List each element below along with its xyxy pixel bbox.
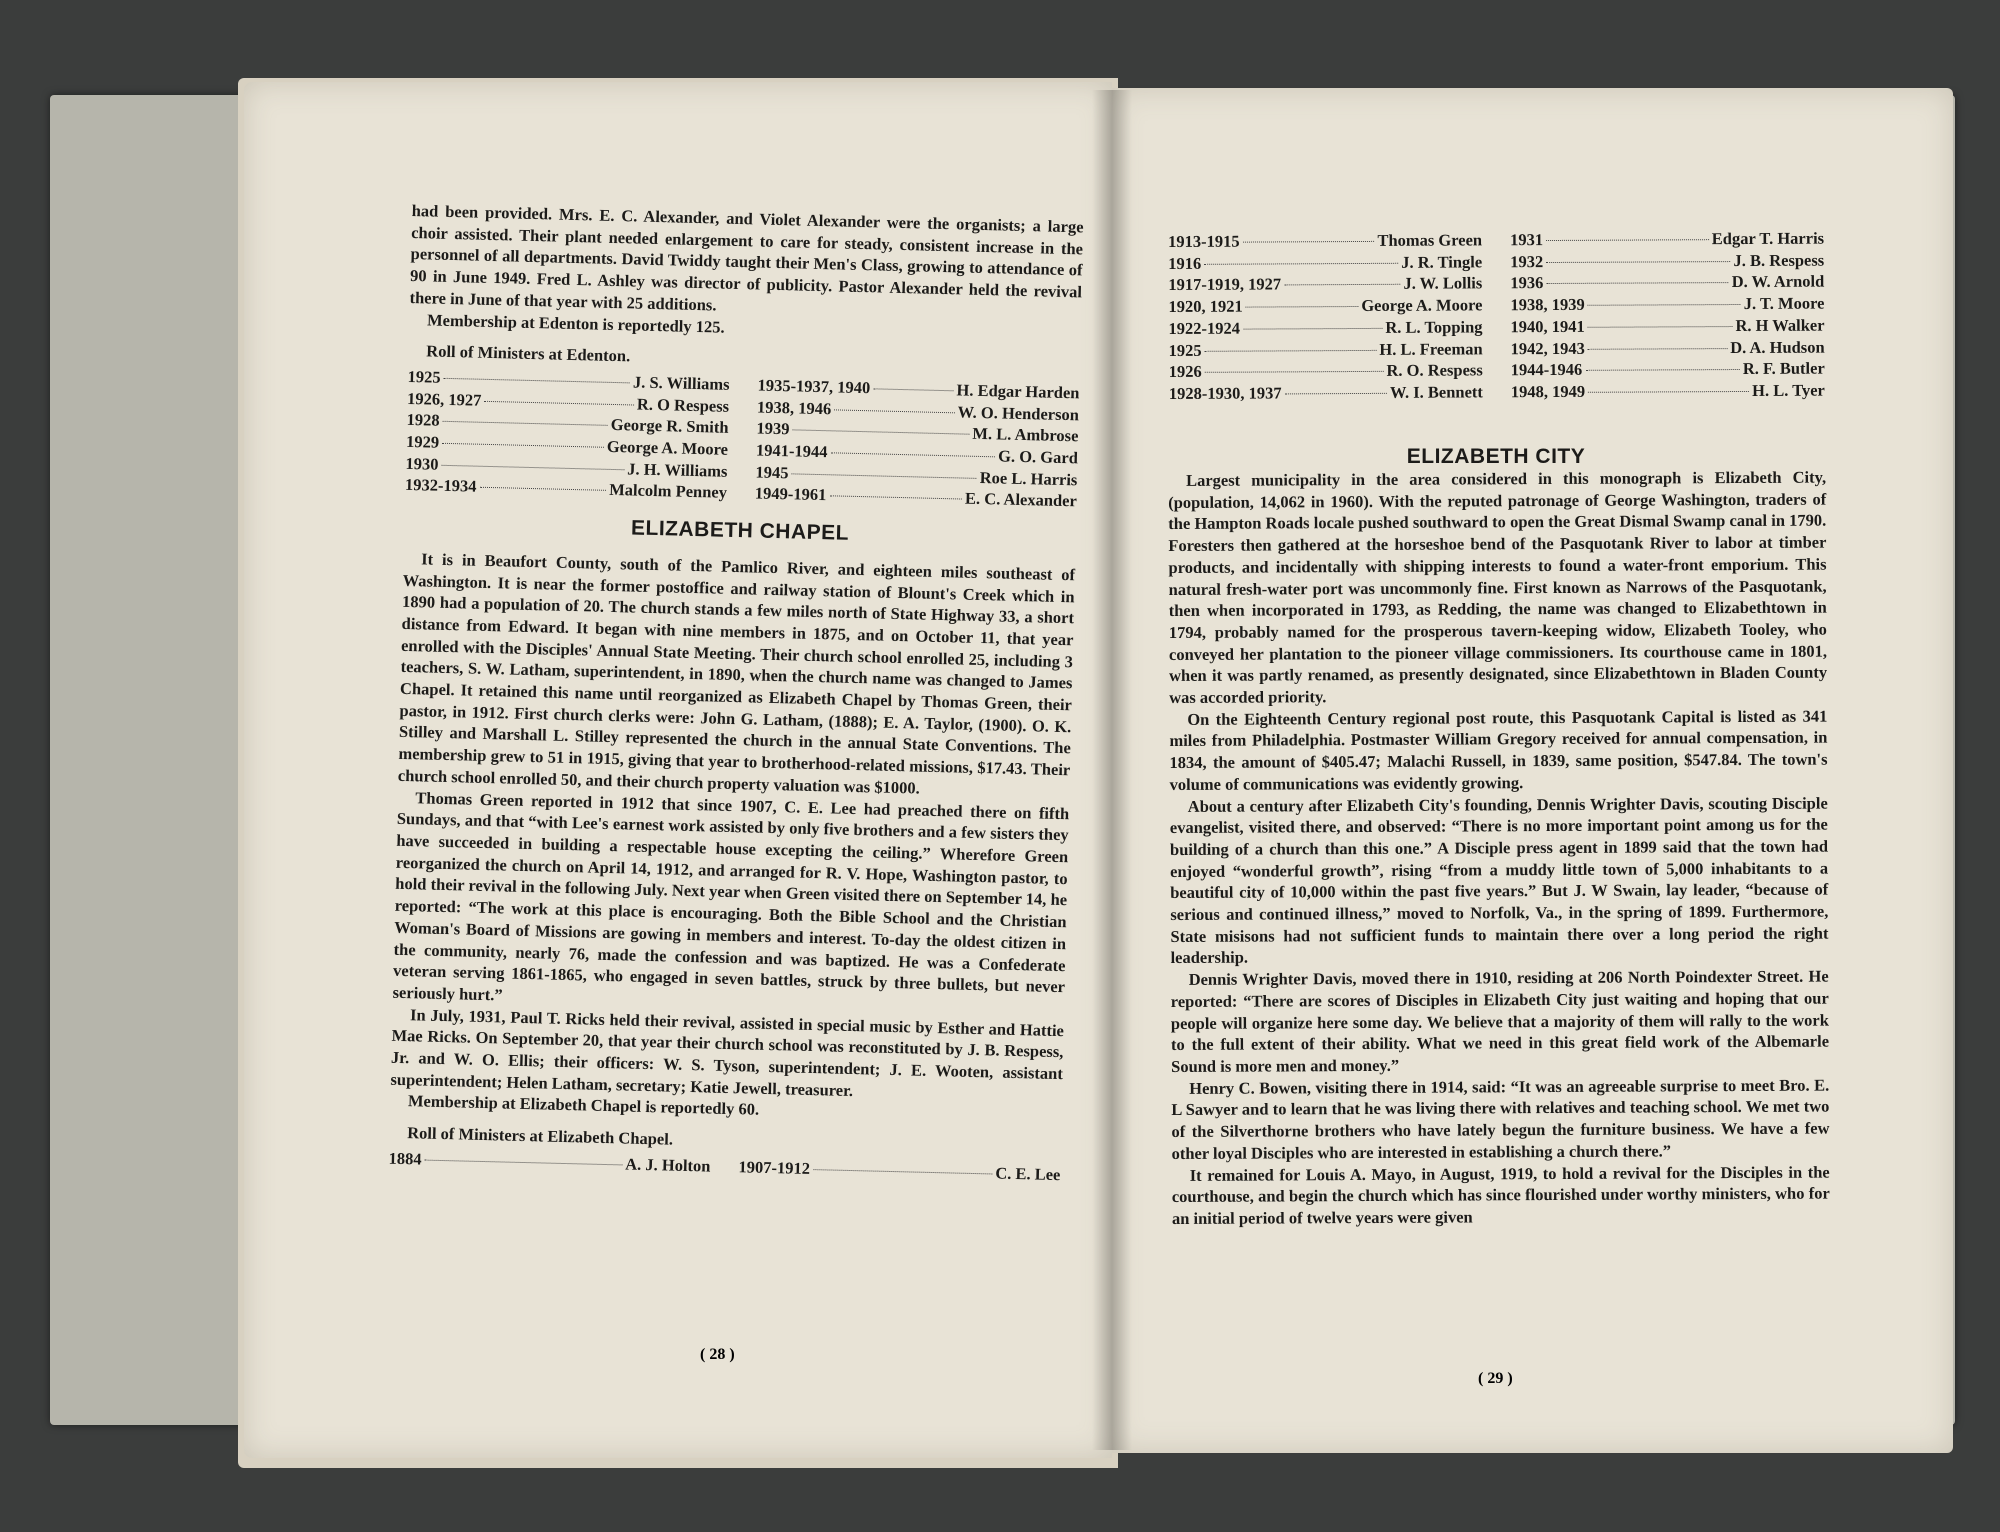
- paragraph: It remained for Louis A. Mayo, in August, 1919, to hold a revival for the Disciples in the courthouse, and begin the church which has since flourished under worthy ministers, who for an initial period of twelve years were given: [1171, 1162, 1830, 1228]
- roll-caption: Roll of Ministers at Elizabeth Chapel.: [406, 1123, 674, 1149]
- dot-leader: [1588, 391, 1749, 393]
- roll-date: 1907-1912: [738, 1157, 811, 1178]
- roll-minister: George A. Moore: [606, 436, 729, 459]
- roll-minister: H. L. Tyer: [1752, 380, 1825, 400]
- roll-column-left: [1168, 229, 1483, 404]
- section-heading: ELIZABETH CITY: [1406, 445, 1586, 468]
- left-page-text: [388, 200, 1083, 1186]
- dot-leader: [792, 430, 969, 435]
- dot-leader: [1546, 282, 1728, 284]
- roll-minister: D. W. Arnold: [1731, 271, 1825, 292]
- roll-date: 1936: [1510, 273, 1544, 293]
- dot-leader: [442, 465, 625, 470]
- dot-leader: [1243, 328, 1382, 330]
- dot-leader: [444, 378, 630, 384]
- roll-date: 1939: [756, 418, 790, 439]
- roll-date: 1944-1946: [1510, 360, 1583, 380]
- roll-column-right: [1510, 228, 1825, 403]
- roll-date: 1932-1934: [404, 475, 477, 497]
- roll-entry: [1510, 314, 1824, 337]
- roll-column-left: [405, 366, 730, 504]
- roll-column-right: [755, 374, 1080, 512]
- dot-leader: [484, 400, 634, 405]
- roll-minister: A. J. Holton: [625, 1154, 711, 1176]
- roll-entry: [1168, 294, 1482, 317]
- dot-leader: [813, 1169, 992, 1174]
- roll-minister: R. H Walker: [1735, 315, 1825, 335]
- paragraph: In July, 1931, Paul T. Ricks held their revival, assisted in special music by Esther and Hattie Mae Ricks. On September 20, that year their church school was reconstituted by J. B. Respess, Jr. and W. O. Ellis; their officers: W. S. Tyson, superintendent; J. E. Wooten, assistant superintendent; Helen Latham, secretary; Katie Jewell, treasurer.: [390, 1004, 1065, 1100]
- roll-minister: H. Edgar Harden: [956, 380, 1080, 403]
- roll-minister: G. O. Gard: [997, 446, 1079, 468]
- paragraph: About a century after Elizabeth City's founding, Dennis Wrighter Davis, scouting Disciple evangelist, visited there, and observed: “There is no more important point among us for the building of a church than this one.” A Disciple press agent in 1899 said that the town had enjoyed “wonderful growth”, rising “from a muddy little town of 5,000 inhabitants to a beautiful city of 10,000 within the past five years.” But J. W Swain, lay leader, “because of serious and continued illness,” moved to Norfolk, Va., in the spring of 1899. Furthermore, State misisons had not sufficient funds to maintain there over a long period the right leadership.: [1169, 793, 1829, 968]
- roll-minister: J. S. Williams: [632, 372, 730, 394]
- right-page-text: [1168, 467, 1830, 1230]
- roll-date: 1942, 1943: [1510, 338, 1585, 358]
- roll-minister: W. O. Henderson: [957, 402, 1080, 424]
- paragraph: It is in Beaufort County, south of the Pamlico River, and eighteen miles southeast of Washington. It is near the former postoffice and railway station of Blount's Creek which in 1890 had a population of 20. The church stands a few miles north of State Highway 33, a short distance from Edward. It began with nine members in 1875, and on October 11, that year enrolled with the Disciples' Annual State Meeting. Their church school enrolled 25, including 3 teachers, S. W. Latham, superintendent, in 1890, when the church name was changed to James Chapel. It retained this name until reorganized as Elizabeth Chapel by Thomas Green, their pastor, in 1912. First church clerks were: John G. Latham, (1888); E. A. Taylor, (1900). O. K. Stilley and Marshall L. Stilley represented the church in the annual State Conventions. The membership grew to 51 in 1915, giving that year to brotherhood-related missions, $17.43. Their church school enrolled 50, and their church property valuation was $1000.: [397, 549, 1076, 798]
- roll-date: 1945: [755, 462, 789, 483]
- roll-minister: Roe L. Harris: [979, 467, 1078, 490]
- roll-minister: George R. Smith: [610, 415, 729, 438]
- roll-date: 1929: [405, 431, 440, 452]
- edenton-roll: [405, 366, 1080, 513]
- roll-date: 1941-1944: [755, 440, 828, 462]
- roll-entry: [1169, 360, 1483, 383]
- roll-date: 1930: [405, 453, 439, 474]
- roll-entry: [1169, 381, 1483, 404]
- paragraph: Thomas Green reported in 1912 that since 1907, C. E. Lee had preached there on fifth Sundays, and that “with Lee's earnest work assisted by only five brothers and a few sisters they have succeeded in building a respectable house excepting the ceiling.” Wherefore Green reorganized the church on April 14, 1912, and arranged for R. V. Hope, Washington pastor, to hold their revival in the following July. Next year when Green visited there on September 14, he reported: “The work at this place is encouraging. Both the Bible School and the Christian Woman's Board of Missions are gowing in members and interest. To-day the oldest citizen in the community, nearly 76, made the confession and was baptized. He was a Confederate veteran serving 1861-1865, who engaged in seven battles, struck by three bullets, but never seriously hurt.”: [392, 787, 1070, 1005]
- dot-leader: [425, 1159, 623, 1165]
- roll-entry: [1168, 251, 1482, 274]
- roll-entry: [1511, 358, 1825, 381]
- roll-date: 1926: [1168, 362, 1202, 382]
- elizabeth-chapel-roll-continued: [1168, 224, 1825, 405]
- roll-minister: D. A. Hudson: [1730, 337, 1825, 357]
- roll-date: 1940, 1941: [1510, 316, 1585, 337]
- roll-minister: H. L. Freeman: [1379, 338, 1483, 359]
- dot-leader: [1285, 393, 1387, 395]
- dot-leader: [479, 487, 606, 491]
- dot-leader: [1246, 306, 1359, 308]
- roll-date: 1925: [1168, 340, 1202, 360]
- dot-leader: [834, 409, 954, 413]
- roll-date: 1949-1961: [754, 483, 827, 505]
- dot-leader: [1585, 369, 1740, 371]
- roll-date: 1938, 1939: [1510, 294, 1585, 315]
- roll-caption: Roll of Ministers at Edenton.: [426, 341, 631, 366]
- roll-entry: [1168, 229, 1482, 252]
- roll-date: 1917-1919, 1927: [1168, 274, 1282, 295]
- roll-date: 1935-1937, 1940: [757, 375, 871, 398]
- paragraph: Dennis Wrighter Davis, moved there in 1910, residing at 206 North Poindexter Street. He reported: “There are scores of Disciples in Elizabeth City just waiting and hoping that our people will organize here some day. We believe that a majority of them will rally to the work to the full extent of their ability. What we need in this great field work of the Albemarle Sound is more men and money.”: [1170, 966, 1830, 1076]
- paragraph: Membership at Elizabeth Chapel is reportedly 60.: [407, 1091, 760, 1120]
- roll-entry: [1168, 316, 1482, 339]
- roll-minister: J. R. Tingle: [1401, 252, 1483, 272]
- roll-minister: J. B. Respess: [1733, 250, 1825, 270]
- roll-minister: Edgar T. Harris: [1711, 228, 1825, 249]
- dot-leader: [1588, 348, 1727, 350]
- dot-leader: [1205, 371, 1384, 373]
- paragraph: Largest municipality in the area considered in this monograph is Elizabeth City, (population, 14,062 in 1960). With the reputed patronage of George Washington, traders of the Hampton Roads locale pushed southward to open the Great Dismal Swamp canal in 1790. Foresters then gathered at the horseshoe bend of the Pasquotank River to labor at timber products, and incidentally with shipping interests to found a water-front emporium. This natural fresh-water port was uncommonly fine. First known as Narrows of the Pasquotank, then when incorporated in 1793, as Redding, the name was changed to Elizabethtown in 1794, probably named for the prosperous tavern-keeping widow, Elizabeth Tooley, who conveyed her plantation to the pioneer village commissioners. Its courthouse came in 1801, when it was partly renamed, as presently designated, since Elizabethtown in Bladen County was accorded priority.: [1168, 467, 1828, 708]
- roll-minister: J. T. Moore: [1743, 293, 1825, 314]
- dot-leader: [873, 388, 953, 391]
- dot-leader: [1243, 241, 1375, 243]
- roll-minister: M. L. Ambrose: [972, 424, 1079, 446]
- dot-leader: [791, 473, 976, 479]
- roll-date: 1928-1930, 1937: [1168, 383, 1282, 403]
- dot-leader: [443, 421, 608, 426]
- roll-date: 1925: [407, 366, 441, 387]
- roll-date: 1926, 1927: [406, 388, 482, 410]
- roll-date: 1920, 1921: [1168, 296, 1243, 317]
- roll-date: 1916: [1168, 253, 1202, 273]
- dot-leader: [442, 443, 604, 448]
- roll-minister: E. C. Alexander: [964, 489, 1078, 511]
- dot-leader: [830, 452, 995, 457]
- roll-date: 1884: [388, 1148, 422, 1169]
- roll-date: 1931: [1510, 230, 1544, 250]
- page-number: ( 28 ): [700, 1346, 735, 1363]
- paragraph: Membership at Edenton is reportedly 125.: [426, 309, 725, 337]
- roll-entry: [1169, 338, 1483, 361]
- roll-minister: R. O. Respess: [1386, 360, 1483, 381]
- dot-leader: [1588, 304, 1741, 306]
- roll-minister: W. I. Bennett: [1389, 382, 1483, 402]
- roll-minister: George A. Moore: [1361, 295, 1483, 316]
- roll-minister: R. O Respess: [636, 394, 730, 416]
- paragraph: Henry C. Bowen, visiting there in 1914, said: “It was an agreeable surprise to meet Bro. E. L Sawyer and to learn that he was living there with relatives and teaching school. We met two of the Silverthorne brothers who have lately begun the furniture business. We have a few other loyal Disciples who are interested in establishing a church there.”: [1171, 1075, 1830, 1163]
- roll-entry: [1511, 336, 1825, 359]
- roll-date: 1932: [1510, 251, 1544, 271]
- roll-minister: R. F. Butler: [1742, 358, 1825, 379]
- roll-date: 1928: [406, 410, 440, 431]
- dot-leader: [1205, 349, 1377, 351]
- roll-table: [1168, 228, 1825, 405]
- book-gutter: [1092, 90, 1132, 1450]
- paragraph: had been provided. Mrs. E. C. Alexander, and Violet Alexander were the organists; a large choir assisted. Their plant needed enlargement to care for steady, consistent increase in the personnel of all departments. David Twiddy taught their Men's Class, growing to attendance of 90 in June 1949. Fred L. Ashley was director of publicity. Pastor Alexander held the revival there in June of that year with 25 additions.: [409, 200, 1084, 315]
- roll-minister: C. E. Lee: [995, 1163, 1061, 1184]
- dot-leader: [1588, 326, 1733, 328]
- roll-date: 1938, 1946: [756, 397, 832, 418]
- roll-minister: J. W. Lollis: [1403, 273, 1483, 294]
- roll-entry: [1168, 273, 1482, 296]
- dot-leader: [829, 496, 962, 500]
- roll-minister: Malcolm Penney: [608, 480, 728, 503]
- roll-date: 1913-1915: [1168, 231, 1240, 251]
- section-heading: ELIZABETH CHAPEL: [630, 516, 850, 545]
- roll-entry: [1510, 228, 1824, 251]
- roll-entry: [1510, 249, 1824, 272]
- roll-entry: [1510, 293, 1824, 316]
- roll-minister: Thomas Green: [1377, 230, 1483, 250]
- roll-date: 1922-1924: [1168, 318, 1241, 338]
- paragraph: On the Eighteenth Century regional post route, this Pasquotank Capital is listed as 341 miles from Philadelphia. Postmaster William Gregory received for annual compensation, in 1834, the amount of $405.47; Malachi Russell, in 1839, same position, $547.84. The town's volume of communications was evidently growing.: [1169, 706, 1828, 794]
- roll-minister: J. H. Williams: [627, 459, 728, 481]
- roll-date: 1948, 1949: [1510, 381, 1586, 402]
- dot-leader: [1204, 262, 1398, 264]
- page-number: ( 29 ): [1478, 1370, 1513, 1387]
- dot-leader: [1546, 239, 1709, 241]
- roll-minister: R. L. Topping: [1385, 317, 1483, 337]
- roll-entry: [1510, 271, 1824, 294]
- dot-leader: [1546, 261, 1730, 263]
- roll-entry: [1511, 379, 1825, 402]
- dot-leader: [1284, 284, 1400, 286]
